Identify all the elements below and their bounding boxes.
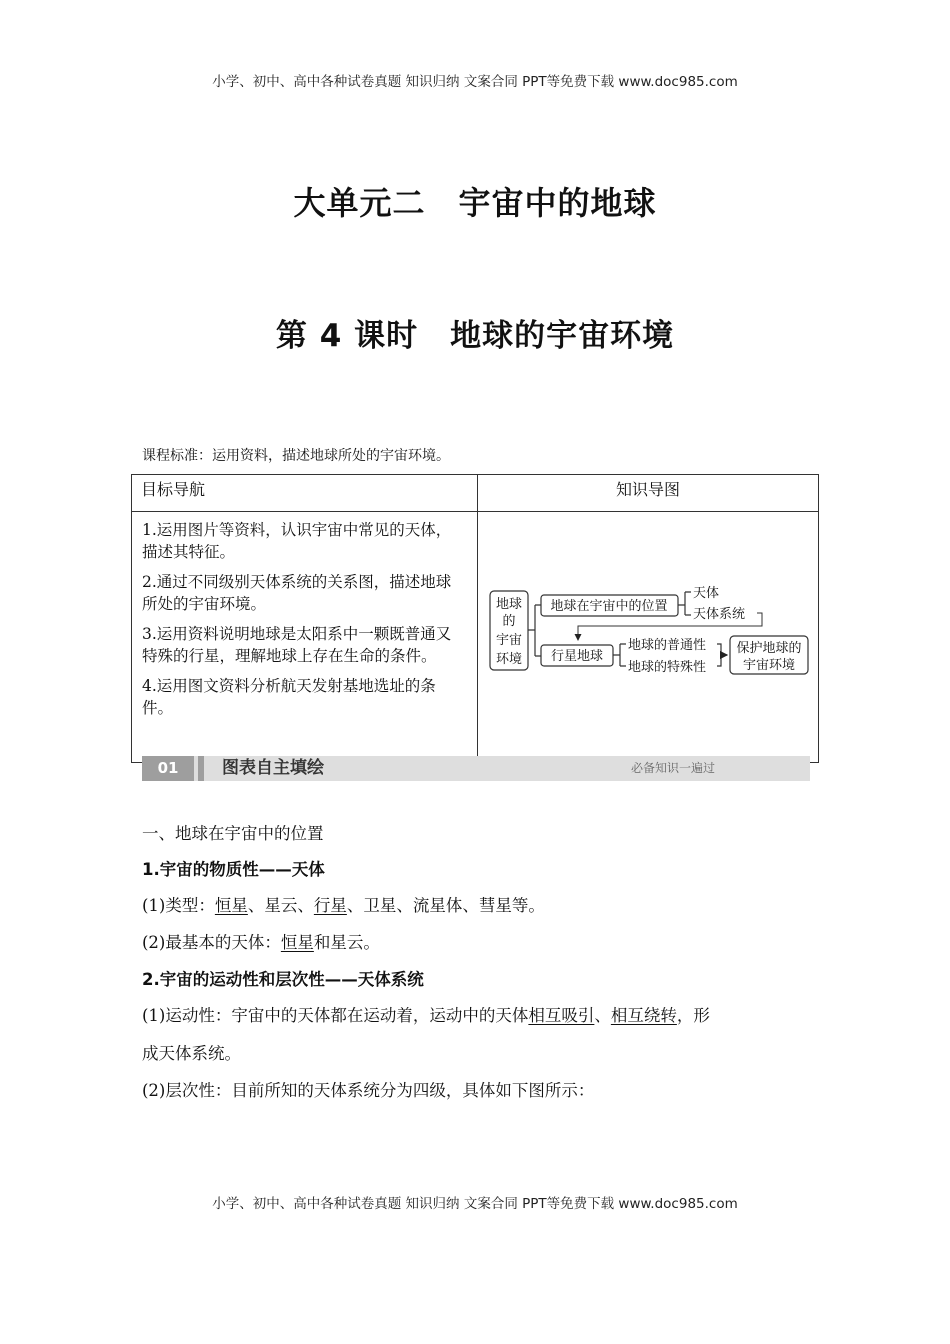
goal-map-table bbox=[131, 474, 819, 763]
root-line: 地球 bbox=[495, 597, 523, 612]
hierarchy-line: (2)层次性：目前所知的天体系统分为四级，具体如下图所示： bbox=[142, 1081, 595, 1100]
leaf-ordinary: 地球的普通性 bbox=[628, 638, 707, 653]
goal-item: 4.运用图文资料分析航天发射基地选址的条件。 bbox=[142, 677, 436, 717]
root-line: 环境 bbox=[495, 652, 523, 667]
section-banner bbox=[142, 756, 810, 781]
goal-item: 1.运用图片等资料，认识宇宙中常见的天体，描述其特征。 bbox=[142, 521, 452, 561]
protect-line: 保护地球的 bbox=[736, 641, 802, 656]
root-line: 的 bbox=[502, 614, 516, 629]
mind-map bbox=[479, 513, 817, 757]
subheading-motion: 2.宇宙的运动性和层次性——天体系统 bbox=[142, 970, 424, 989]
answer-planet: 行星 bbox=[313, 896, 347, 915]
goal-list bbox=[132, 512, 478, 763]
leaf-body: 天体 bbox=[693, 586, 720, 601]
leaf-system: 天体系统 bbox=[693, 607, 746, 622]
protect-line: 宇宙环境 bbox=[742, 658, 796, 673]
motion-line: (1)运动性：宇宙中的天体都在运动着，运动中的天体相互吸引、相互绕转，形 bbox=[142, 1006, 710, 1025]
section-label: 图表自主填绘 bbox=[222, 758, 324, 778]
goal-header: 目标导航 bbox=[132, 475, 478, 512]
section-note: 必备知识一遍过 bbox=[630, 761, 715, 775]
goal-item: 3.运用资料说明地球是太阳系中一颗既普通又特殊的行星，理解地球上存在生命的条件。 bbox=[142, 625, 452, 665]
answer-orbit: 相互绕转 bbox=[610, 1006, 677, 1025]
types-line: (1)类型：恒星、星云、行星、卫星、流星体、彗星等。 bbox=[142, 896, 545, 915]
lesson-title: 第 4 课时 地球的宇宙环境 bbox=[275, 318, 675, 354]
unit-title: 大单元二 宇宙中的地球 bbox=[293, 184, 657, 222]
motion-line-cont: 成天体系统。 bbox=[142, 1044, 241, 1063]
position-node-label: 地球在宇宙中的位置 bbox=[550, 599, 668, 614]
map-header: 知识导图 bbox=[478, 475, 819, 512]
basic-body-line: (2)最基本的天体：恒星和星云。 bbox=[142, 933, 380, 952]
goal-item: 2.通过不同级别天体系统的关系图，描述地球所处的宇宙环境。 bbox=[142, 573, 452, 613]
root-line: 宇宙 bbox=[495, 633, 523, 648]
answer-star: 恒星 bbox=[214, 896, 248, 915]
leaf-special: 地球的特殊性 bbox=[628, 660, 707, 675]
section-divider bbox=[198, 756, 204, 781]
heading-position: 一、地球在宇宙中的位置 bbox=[142, 824, 324, 843]
curriculum-standard: 课程标准：运用资料，描述地球所处的宇宙环境。 bbox=[142, 448, 450, 464]
answer-star: 恒星 bbox=[280, 933, 314, 952]
page-header: 小学、初中、高中各种试卷真题 知识归纳 文案合同 PPT等免费下载 www.doc985.com bbox=[212, 74, 738, 90]
section-number: 01 bbox=[142, 756, 194, 781]
subheading-material: 1.宇宙的物质性——天体 bbox=[142, 860, 325, 879]
page-footer: 小学、初中、高中各种试卷真题 知识归纳 文案合同 PPT等免费下载 www.doc985.com bbox=[212, 1196, 738, 1212]
planet-node-label: 行星地球 bbox=[550, 649, 604, 664]
answer-attract: 相互吸引 bbox=[528, 1006, 595, 1025]
mind-map-cell bbox=[478, 512, 819, 763]
